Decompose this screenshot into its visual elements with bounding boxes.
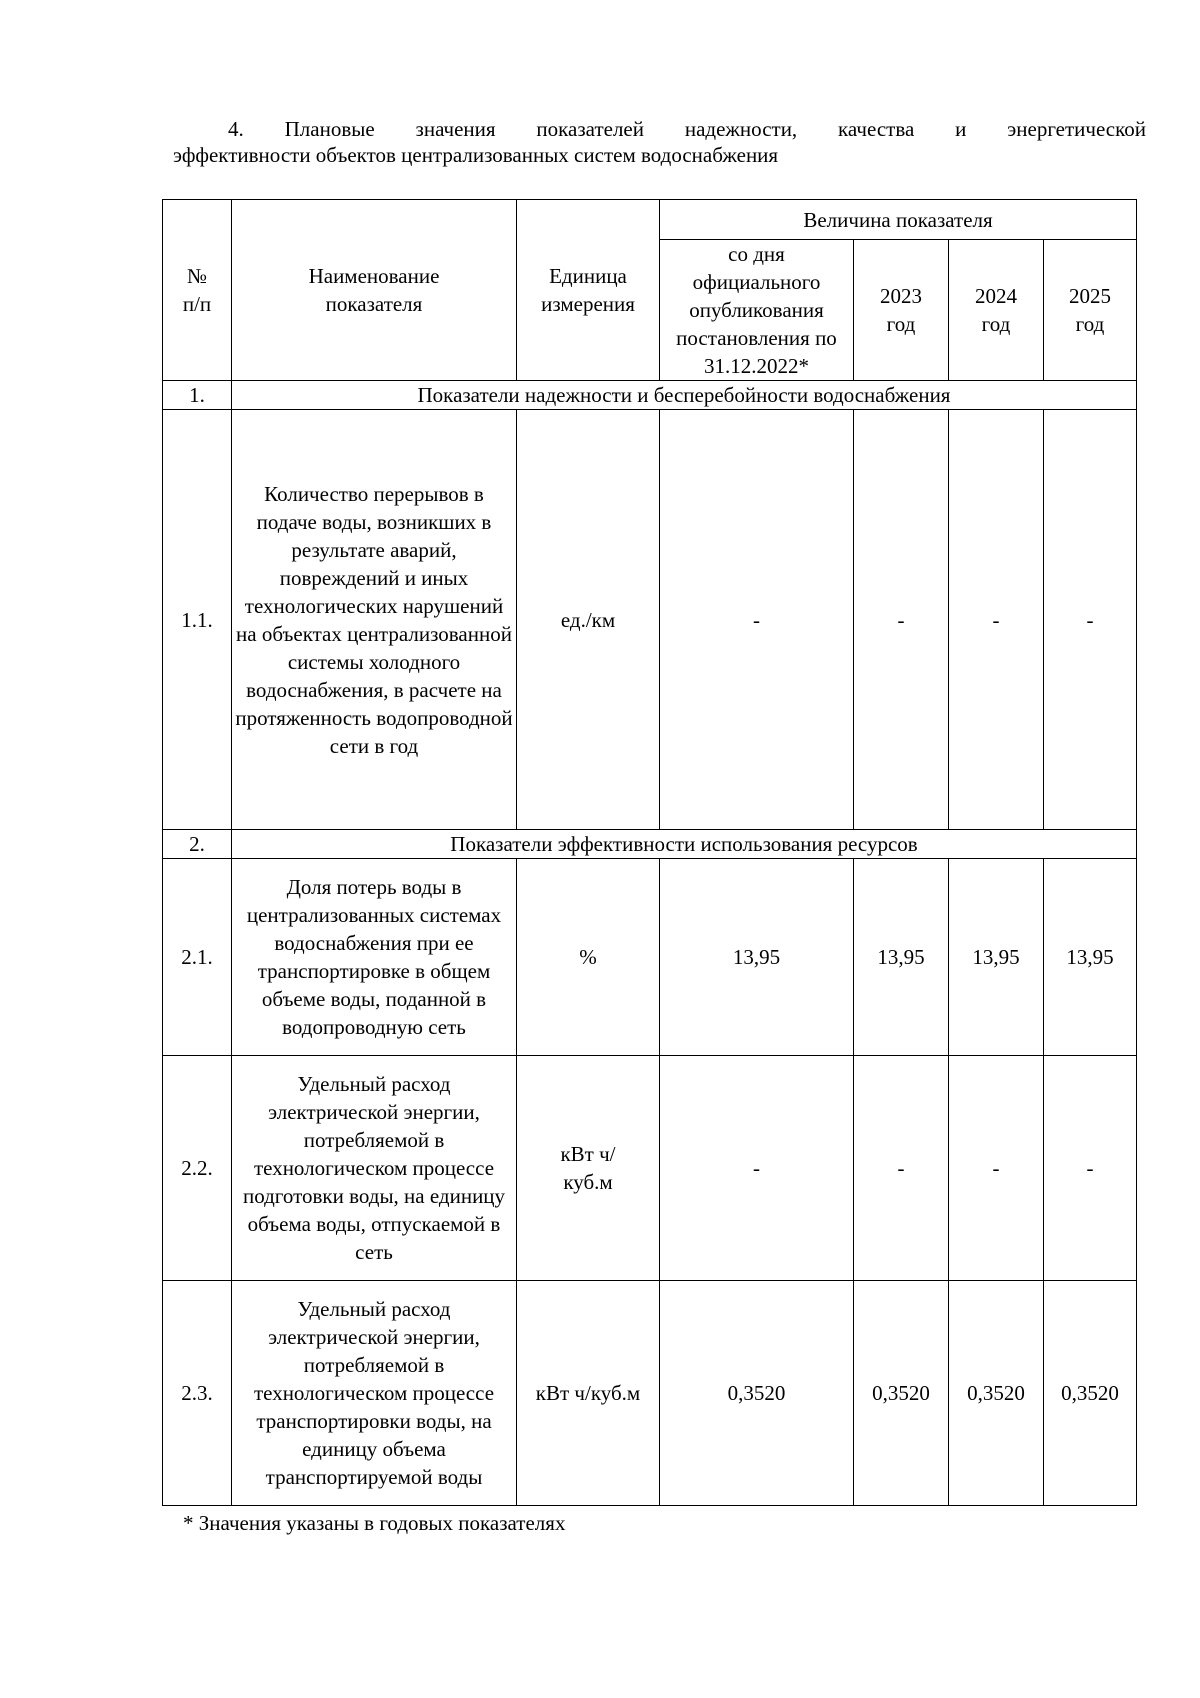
row-value-2025: - xyxy=(1044,410,1137,830)
row-unit: кВт ч/куб.м xyxy=(517,1281,660,1506)
row-number: 1.1. xyxy=(163,410,232,830)
header-unit: Единица измерения xyxy=(517,200,660,381)
row-indicator-name: Удельный расход электрической энергии, потребляемой в технологическом процессе подготовки воды, на единицу объема воды, отпускаемой в сеть xyxy=(232,1056,517,1281)
footnote: * Значения указаны в годовых показателях xyxy=(183,1511,566,1535)
row-value-initial: - xyxy=(660,410,854,830)
header-year-2025: 2025 год xyxy=(1044,240,1137,381)
row-value-2023: 13,95 xyxy=(854,859,949,1056)
row-value-initial: - xyxy=(660,1056,854,1281)
row-value-2024: 13,95 xyxy=(949,859,1044,1056)
row-number: 2.2. xyxy=(163,1056,232,1281)
table-row xyxy=(163,410,1137,830)
header-initial-period: со дня официального опубликования постановления по 31.12.2022* xyxy=(660,240,854,381)
section-title: Показатели эффективности использования ресурсов xyxy=(232,830,1137,859)
row-value-initial: 13,95 xyxy=(660,859,854,1056)
section-row xyxy=(163,381,1137,410)
row-indicator-name: Количество перерывов в подаче воды, возникших в результате аварий, повреждений и иных технологических нарушений на объектах централизованной системы холодного водоснабжения, в расчете на протяженность водопроводной сети в год xyxy=(232,410,517,830)
row-value-2023: - xyxy=(854,1056,949,1281)
row-number: 2.3. xyxy=(163,1281,232,1506)
section-row xyxy=(163,830,1137,859)
row-unit: % xyxy=(517,859,660,1056)
row-value-2024: - xyxy=(949,1056,1044,1281)
row-value-2025: 0,3520 xyxy=(1044,1281,1137,1506)
header-year-2024: 2024 год xyxy=(949,240,1044,381)
row-value-2023: 0,3520 xyxy=(854,1281,949,1506)
row-value-2025: - xyxy=(1044,1056,1137,1281)
document-heading xyxy=(173,116,1146,168)
header-year-2023: 2023 год xyxy=(854,240,949,381)
row-number: 2.1. xyxy=(163,859,232,1056)
row-unit: ед./км xyxy=(517,410,660,830)
row-value-initial: 0,3520 xyxy=(660,1281,854,1506)
section-number: 2. xyxy=(163,830,232,859)
section-number: 1. xyxy=(163,381,232,410)
row-value-2023: - xyxy=(854,410,949,830)
row-value-2024: 0,3520 xyxy=(949,1281,1044,1506)
table-row xyxy=(163,1281,1137,1506)
header-number: № п/п xyxy=(163,200,232,381)
heading-line-2: эффективности объектов централизованных систем водоснабжения xyxy=(173,143,779,167)
table-row xyxy=(163,859,1137,1056)
row-indicator-name: Удельный расход электрической энергии, потребляемой в технологическом процессе транспортировки воды, на единицу объема транспортируемой воды xyxy=(232,1281,517,1506)
table-row xyxy=(163,1056,1137,1281)
indicators-table xyxy=(162,199,1137,1506)
header-value-group: Величина показателя xyxy=(660,200,1137,240)
row-value-2025: 13,95 xyxy=(1044,859,1137,1056)
heading-line-1: 4. Плановые значения показателей надежности, качества и энергетической xyxy=(228,117,1146,141)
section-title: Показатели надежности и бесперебойности водоснабжения xyxy=(232,381,1137,410)
row-value-2024: - xyxy=(949,410,1044,830)
header-name: Наименование показателя xyxy=(232,200,517,381)
row-indicator-name: Доля потерь воды в централизованных системах водоснабжения при ее транспортировке в общем объеме воды, поданной в водопроводную сеть xyxy=(232,859,517,1056)
table-header-row-1 xyxy=(163,200,1137,240)
row-unit: кВт ч/ куб.м xyxy=(517,1056,660,1281)
